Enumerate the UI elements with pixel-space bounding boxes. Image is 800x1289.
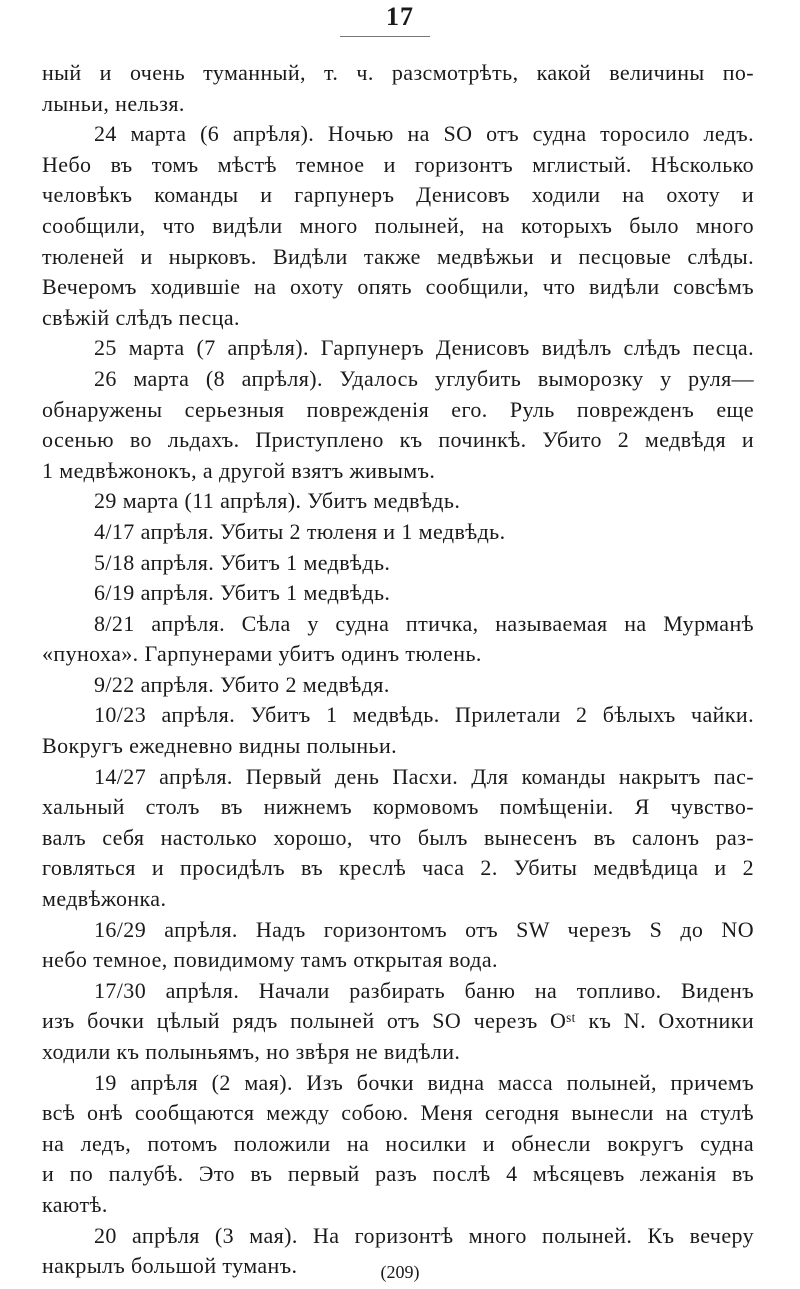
text-line: 8/21 апрѣля. Сѣла у судна птичка, называемая на Мурманѣ (94, 610, 754, 636)
text-line: валъ себя настолько хорошо, что былъ вынесенъ въ салонъ раз- (42, 824, 754, 850)
text-line: 4/17 апрѣля. Убиты 2 тюленя и 1 медвѣдь. (94, 518, 506, 544)
text-line: тюленей и нырковъ. Видѣли также медвѣжьи и песцовые слѣды. (42, 243, 754, 269)
text-line: 5/18 апрѣля. Убитъ 1 медвѣдь. (94, 549, 391, 575)
text-line: сообщили, что видѣли много полыней, на которыхъ было много (42, 212, 754, 238)
text-line: на ледъ, потомъ положили на носилки и обнесли вокругъ судна (42, 1130, 754, 1156)
text-line: и по палубѣ. Это въ первый разъ послѣ 4 мѣсяцевъ лежанія въ (42, 1161, 754, 1187)
text-line: 1 медвѣжонокъ, а другой взятъ живымъ. (42, 457, 436, 483)
text-line: ходили къ полыньямъ, но звѣря не видѣли. (42, 1039, 461, 1064)
text-line: Вечеромъ ходившіе на охоту опять сообщили, что видѣли совсѣмъ (42, 274, 754, 300)
text-line: человѣкъ команды и гарпунеръ Денисовъ ходили на охоту и (42, 182, 754, 208)
text-line: осенью во льдахъ. Приступлено къ починкѣ. Убито 2 медвѣдя и (42, 427, 754, 453)
text-line: каютѣ. (42, 1191, 108, 1217)
text-line: 9/22 апрѣля. Убито 2 медвѣдя. (94, 671, 390, 697)
text-line: медвѣжонка. (42, 886, 167, 912)
text-line: свѣжій слѣдъ песца. (42, 304, 240, 330)
text-line: небо темное, повидимому тамъ открытая вода. (42, 947, 498, 973)
body-text (42, 58, 754, 1282)
text-line: 17/30 апрѣля. Начали разбирать баню на топливо. Виденъ (94, 977, 754, 1003)
text-line: 29 марта (11 апрѣля). Убитъ медвѣдь. (94, 488, 461, 514)
page-number: 17 (386, 2, 414, 31)
text-line: 19 апрѣля (2 мая). Изъ бочки видна масса полыней, причемъ (94, 1069, 754, 1095)
text-line: ный и очень туманный, т. ч. разсмотрѣть, какой величины по- (42, 60, 754, 85)
text-line: Небо въ томъ мѣстѣ темное и горизонтъ мглистый. Нѣсколько (42, 151, 754, 177)
text-line: лыньи, нельзя. (42, 90, 185, 116)
text-line: 26 марта (8 апрѣля). Удалось углубить выморозку у руля— (94, 365, 754, 391)
text-line: Вокругъ ежедневно видны полыньи. (42, 733, 398, 759)
text-line: 16/29 апрѣля. Надъ горизонтомъ отъ SW черезъ S до NO (94, 916, 754, 942)
text-line: 6/19 апрѣля. Убитъ 1 медвѣдь. (94, 580, 391, 606)
text-line: 20 апрѣля (3 мая). На горизонтѣ много полыней. Къ вечеру (94, 1222, 754, 1248)
text-line: изъ бочки цѣлый рядъ полыней отъ SO черезъ Oˢᵗ къ N. Охотники (42, 1008, 754, 1034)
text-line: 25 марта (7 апрѣля). Гарпунеръ Денисовъ видѣлъ слѣдъ песца. (94, 335, 754, 361)
text-line: хальный столъ въ нижнемъ кормовомъ помѣщеніи. Я чувство- (42, 794, 754, 820)
text-line: 10/23 апрѣля. Убитъ 1 медвѣдь. Прилетали 2 бѣлыхъ чайки. (94, 702, 754, 728)
text-line: обнаружены серьезныя поврежденія его. Руль поврежденъ еще (42, 396, 754, 422)
page-rule (340, 36, 430, 37)
text-line: 14/27 апрѣля. Первый день Пасхи. Для команды накрытъ пас- (94, 763, 754, 789)
text-line: «пуноха». Гарпунерами убитъ одинъ тюлень. (42, 641, 482, 667)
text-line: всѣ онѣ сообщаются между собою. Меня сегодня вынесли на стулѣ (42, 1100, 754, 1126)
text-line: накрылъ большой туманъ. (42, 1253, 298, 1279)
footer-page-number: (209) (380, 1262, 420, 1282)
text-line: говляться и просидѣлъ въ креслѣ часа 2. Убиты медвѣдица и 2 (42, 855, 754, 881)
text-line: 24 марта (6 апрѣля). Ночью на SO отъ судна торосило ледъ. (94, 121, 754, 147)
